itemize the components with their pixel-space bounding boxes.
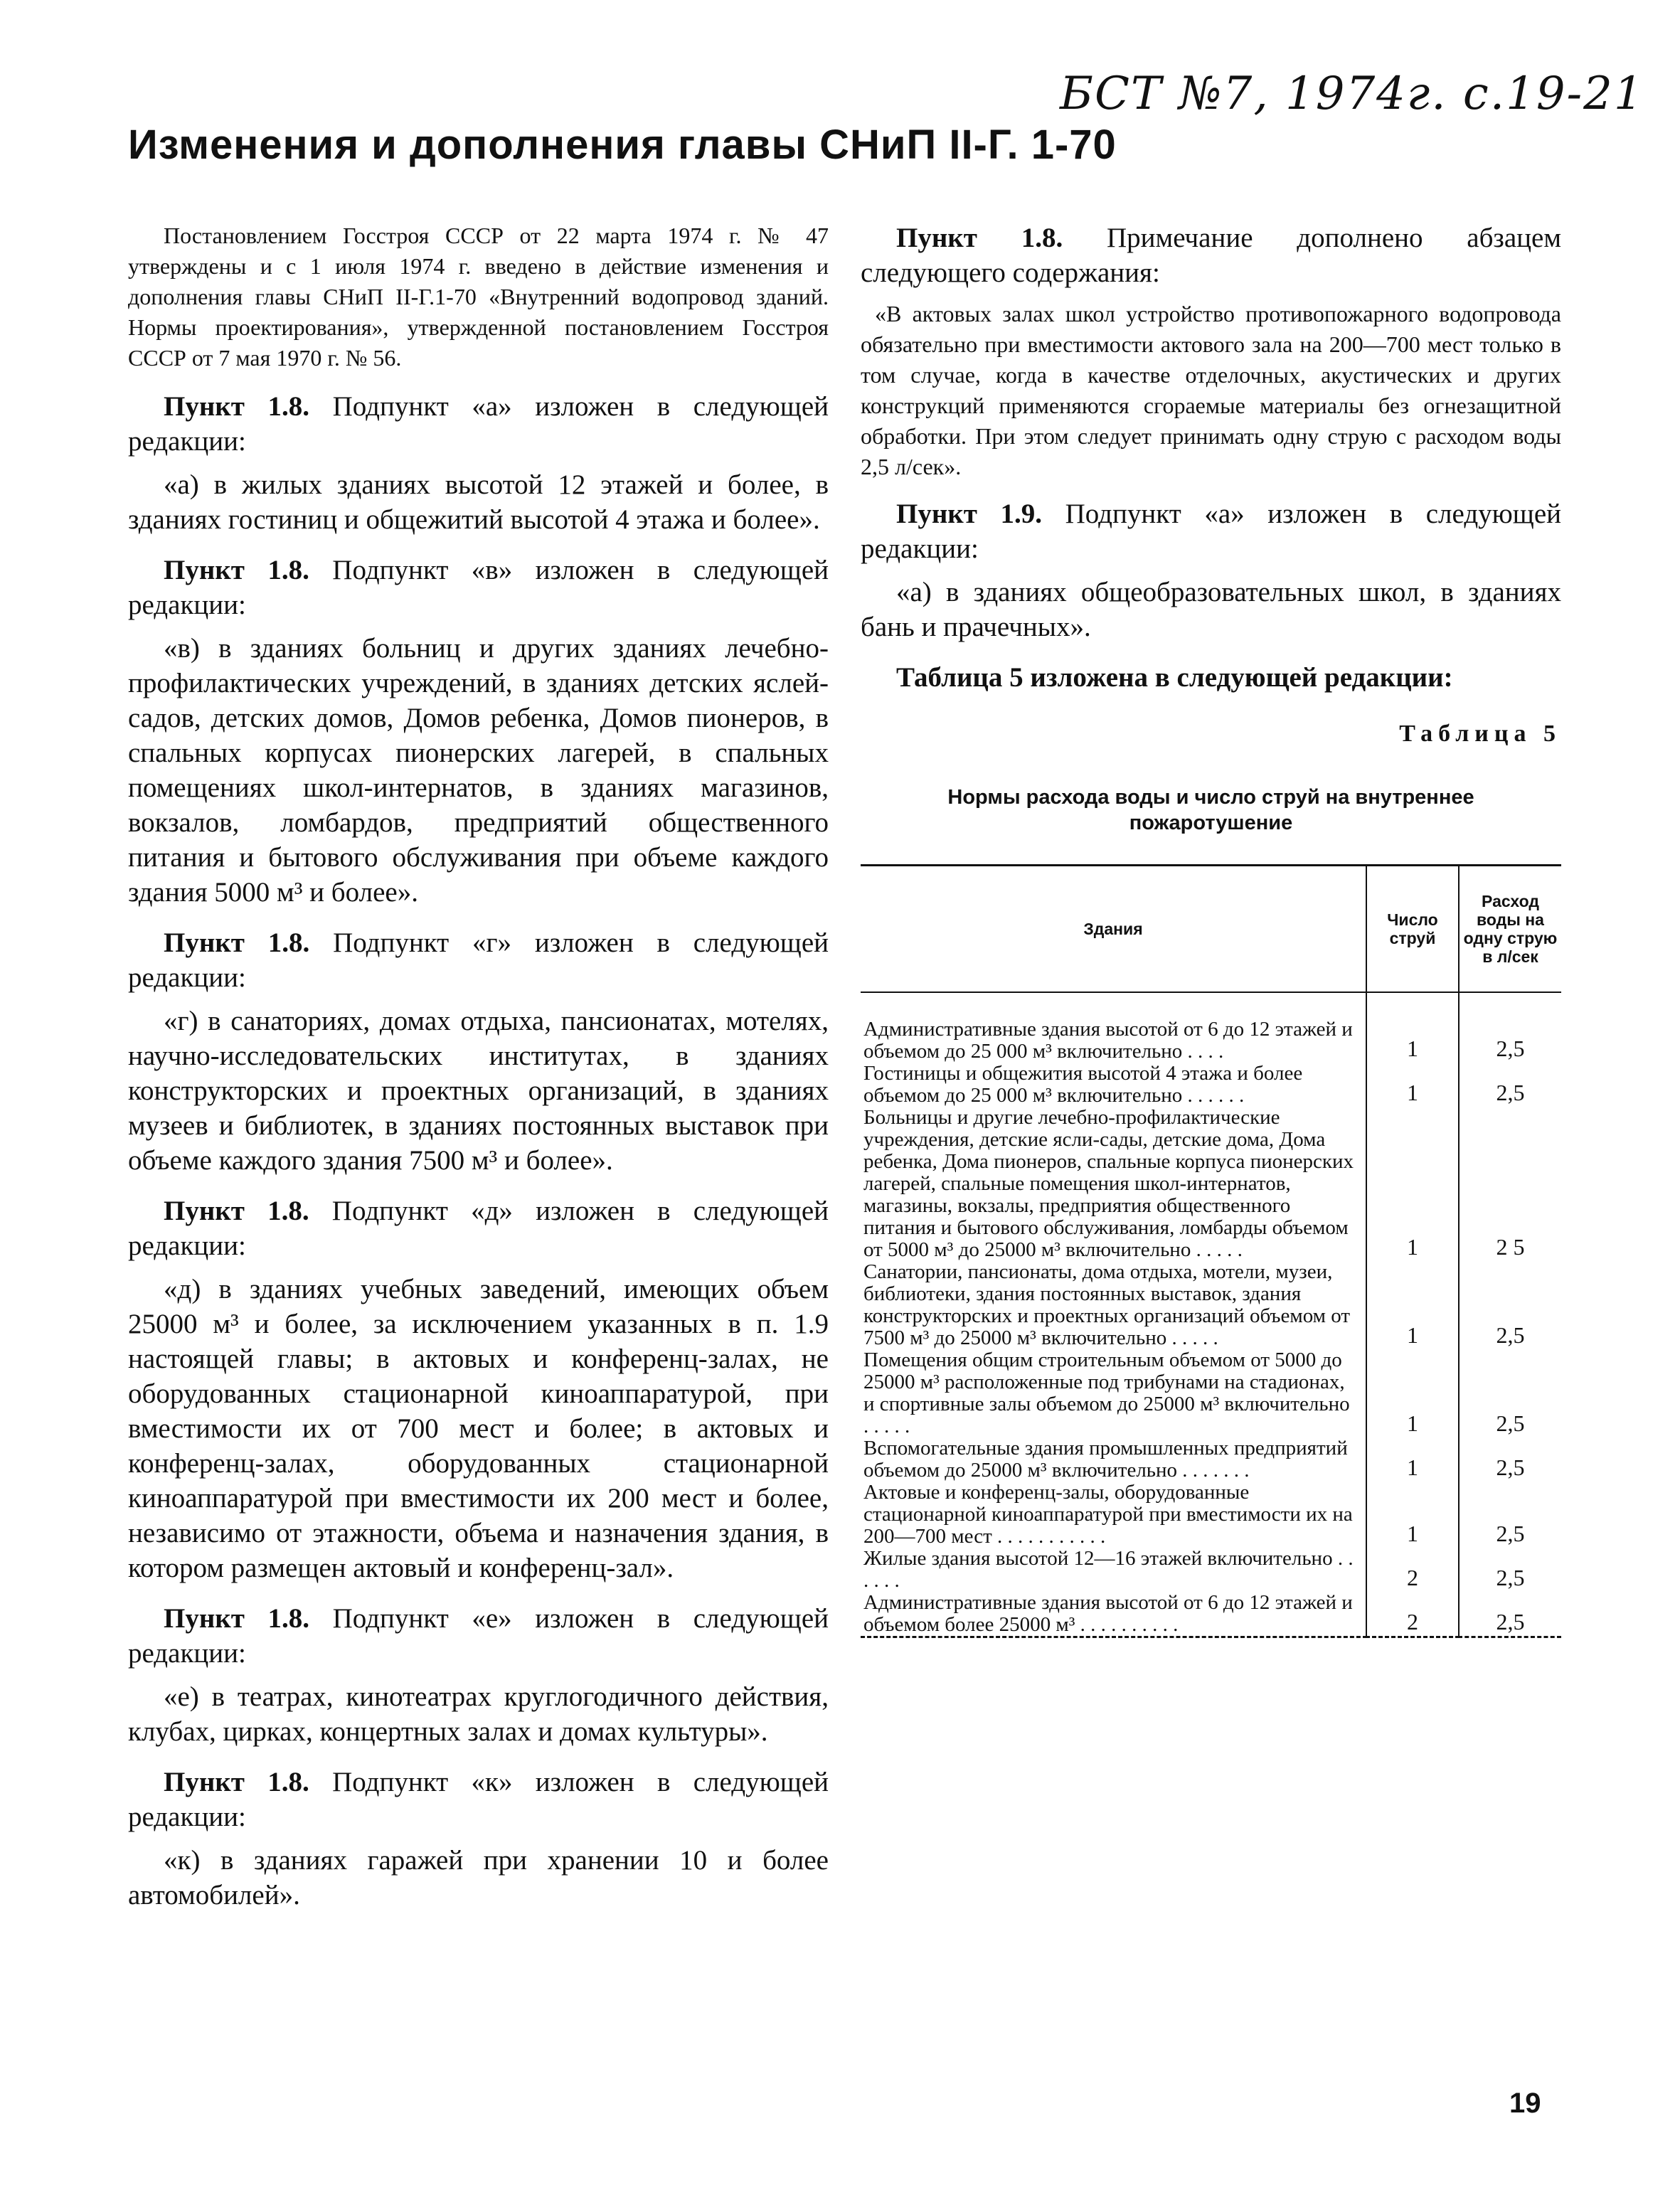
clause-heading (128, 389, 829, 459)
table-row (861, 1437, 1561, 1482)
cell-building: Актовые и конференц-залы, оборудованные стационарной киноаппаратурой при вместимости их на 200—700 мест . . . . . . . . . . . (863, 1481, 1353, 1548)
clause-text: Примечание дополнено абзацем следующего содержания: (861, 223, 1562, 288)
table-row (861, 1261, 1561, 1349)
clause-number: Пункт 1.8. (164, 391, 310, 422)
clause-number: Пункт 1.8. (164, 1196, 309, 1226)
cell-flow: 2,5 (1496, 1322, 1525, 1348)
clause-text: Подпункт «а» изложен в следующей редакции: (861, 499, 1562, 564)
handwritten-note: БСТ №7, 1974г. с.19-21 (1060, 68, 1644, 120)
clause-text: Подпункт «а» изложен в следующей редакции: (128, 391, 829, 457)
clause-quote: «а) в жилых зданиях высотой 12 этажей и более, в зданиях гостиниц и общежитий высотой 4 этажа и более». (128, 469, 829, 535)
cell-jets: 1 (1366, 1261, 1459, 1349)
cell-flow: 2 5 (1496, 1234, 1525, 1260)
clause-quote: «в) в зданиях больниц и других зданиях лечебно-профилактических учреждений, в зданиях детских яслей-садов, детских домов, Домов ребенка, Домов пионеров, в спальных корпусах пионерских лагерей, в спальных помещениях школ-интернатов, в зданиях магазинов, вокзалов, ломбардов, предприятий общественного питания и бытового обслуживания при объеме каждого здания 5000 м³ и более». (128, 633, 829, 908)
cell-flow: 2,5 (1496, 1036, 1525, 1061)
clause-heading (128, 553, 829, 622)
cell-jets: 1 (1366, 1063, 1459, 1107)
page-number: 19 (1509, 2088, 1541, 2119)
clause-quote: «г) в санаториях, домах отдыха, пансионатах, мотелях, научно-исследовательских институтах, в зданиях конструкторских и проектных организаций, в зданиях музеев и библиотек, в зданиях постоянных выставок при объеме каждого здания 7500 м³ и более». (128, 1006, 829, 1176)
cell-building: Административные здания высотой от 6 до 12 этажей и объемом до 25 000 м³ включительно . . . . (863, 1018, 1353, 1063)
cell-building: Вспомогательные здания промышленных предприятий объемом до 25000 м³ включительно . . . . . . . (863, 1437, 1348, 1482)
cell-jets: 1 (1366, 1107, 1459, 1261)
table-row (861, 1482, 1561, 1548)
clause-heading (128, 925, 829, 995)
clause-quote: «В актовых залах школ устройство противопожарного водопровода обязательно при вместимости актового зала на 200—700 мест только в том случае, когда в качестве отделочных, акустических и других конструкций применяются сгораемые материалы без огнезащитной обработки. При этом следует принимать одну струю с расходом воды 2,5 л/сек». (861, 301, 1561, 479)
table-intro: Таблица 5 изложена в следующей редакции: (896, 662, 1453, 693)
intro-paragraph: Постановлением Госстроя СССР от 22 марта 1974 г. № 47 утверждены и с 1 июля 1974 г. введено в действие изменения и дополнения главы СНиП II-Г.1-70 «Внутренний водопровод зданий. Нормы проектирования», утвержденной постановлением Госстроя СССР от 7 мая 1970 г. № 56. (128, 223, 829, 371)
clause-quote: «к) в зданиях гаражей при хранении 10 и более автомобилей». (128, 1845, 829, 1910)
cell-jets: 1 (1366, 1349, 1459, 1437)
table-label: Таблица 5 (1399, 721, 1561, 747)
clause-quote: «е) в театрах, кинотеатрах круглогодичного действия, клубах, цирках, концертных залах и домах культуры». (128, 1681, 829, 1747)
clause-heading (128, 1601, 829, 1671)
clause-number: Пункт 1.8. (164, 555, 309, 585)
table-row (861, 1592, 1561, 1637)
clause-heading (128, 1765, 829, 1834)
clause-quote: «д) в зданиях учебных заведений, имеющих объем 25000 м³ и более, за исключением указанных в п. 1.9 настоящей главы; в актовых и конференц-залах, не оборудованных стационарной киноаппаратурой, при вместимости их от 700 мест и более; в актовых и конференц-залах, оборудованных стационарной киноаппаратурой при вместимости их 200 мест и более, независимо от этажности, объема и назначения здания, в котором размещен актовый и конференц-зал». (128, 1274, 829, 1583)
clause-text: Подпункт «к» изложен в следующей редакции: (128, 1767, 829, 1832)
table-row (861, 1107, 1561, 1261)
cell-building: Больницы и другие лечебно-профилактические учреждения, детские ясли-сады, детские дома, Дома ребенка, Дома пионеров, спальные корпуса пионерских лагерей, спальные помещения школ-интернатов, магазины, вокзалы, предприятия общественного питания и бытового обслуживания, ломбарды объемом от 5000 м³ до 25000 м³ включительно . . . . . (863, 1106, 1354, 1261)
header-buildings: Здания (861, 866, 1366, 993)
cell-building: Гостиницы и общежития высотой 4 этажа и более объемом до 25 000 м³ включительно . . . . . . (863, 1062, 1303, 1107)
cell-flow: 2,5 (1496, 1609, 1525, 1634)
norms-table (861, 864, 1561, 1638)
clause-text: Подпункт «д» изложен в следующей редакции: (128, 1196, 829, 1261)
clause-number: Пункт 1.8. (164, 927, 310, 958)
clause-text: Подпункт «в» изложен в следующей редакции: (128, 555, 829, 620)
header-flow: Расход воды на одну струю в л/сек (1459, 866, 1561, 993)
cell-flow: 2,5 (1496, 1080, 1525, 1105)
table-header-row (861, 866, 1561, 993)
cell-jets: 1 (1366, 1437, 1459, 1482)
clause-heading (128, 1193, 829, 1263)
cell-flow: 2,5 (1496, 1565, 1525, 1590)
table-row (861, 1548, 1561, 1592)
table-row (861, 992, 1561, 1063)
table-title: Нормы расхода воды и число струй на внутреннее пожаротушение (947, 786, 1474, 834)
table-row (861, 1349, 1561, 1437)
clause-text: Подпункт «г» изложен в следующей редакции: (128, 927, 829, 993)
cell-building: Жилые здания высотой 12—16 этажей включительно . . . . . . (863, 1547, 1354, 1592)
cell-flow: 2,5 (1496, 1410, 1525, 1436)
cell-building: Административные здания высотой от 6 до 12 этажей и объемом более 25000 м³ . . . . . . . . . . (863, 1591, 1353, 1636)
clause-number: Пункт 1.8. (896, 223, 1063, 253)
cell-jets: 1 (1366, 992, 1459, 1063)
clause-text: Подпункт «е» изложен в следующей редакции: (128, 1603, 829, 1669)
left-column (128, 220, 829, 1928)
cell-jets: 1 (1366, 1482, 1459, 1548)
cell-flow: 2,5 (1496, 1521, 1525, 1546)
table-row (861, 1063, 1561, 1107)
clause-number: Пункт 1.9. (896, 499, 1043, 529)
clause-number: Пункт 1.8. (164, 1603, 310, 1634)
cell-flow: 2,5 (1496, 1455, 1525, 1480)
header-jets: Число струй (1366, 866, 1459, 993)
clause-number: Пункт 1.8. (164, 1767, 309, 1797)
cell-jets: 2 (1366, 1592, 1459, 1637)
right-column (861, 220, 1561, 1638)
cell-jets: 2 (1366, 1548, 1459, 1592)
cell-building: Помещения общим строительным объемом от 5000 до 25000 м³ расположенные под трибунами на стадионах, и спортивные залы объемом до 25000 м³ включительно . . . . . (863, 1349, 1350, 1437)
clause-heading (861, 496, 1561, 566)
cell-building: Санатории, пансионаты, дома отдыха, мотели, музеи, библиотеки, здания постоянных выставок, здания конструкторских и проектных организаций объемом от 7500 м³ до 25000 м³ включительно . . . . . (863, 1260, 1351, 1349)
page-title: Изменения и дополнения главы СНиП II-Г. 1-70 (128, 122, 1117, 168)
clause-quote: «а) в зданиях общеобразовательных школ, в зданиях бань и прачечных». (861, 577, 1561, 642)
clause-heading (861, 220, 1561, 290)
